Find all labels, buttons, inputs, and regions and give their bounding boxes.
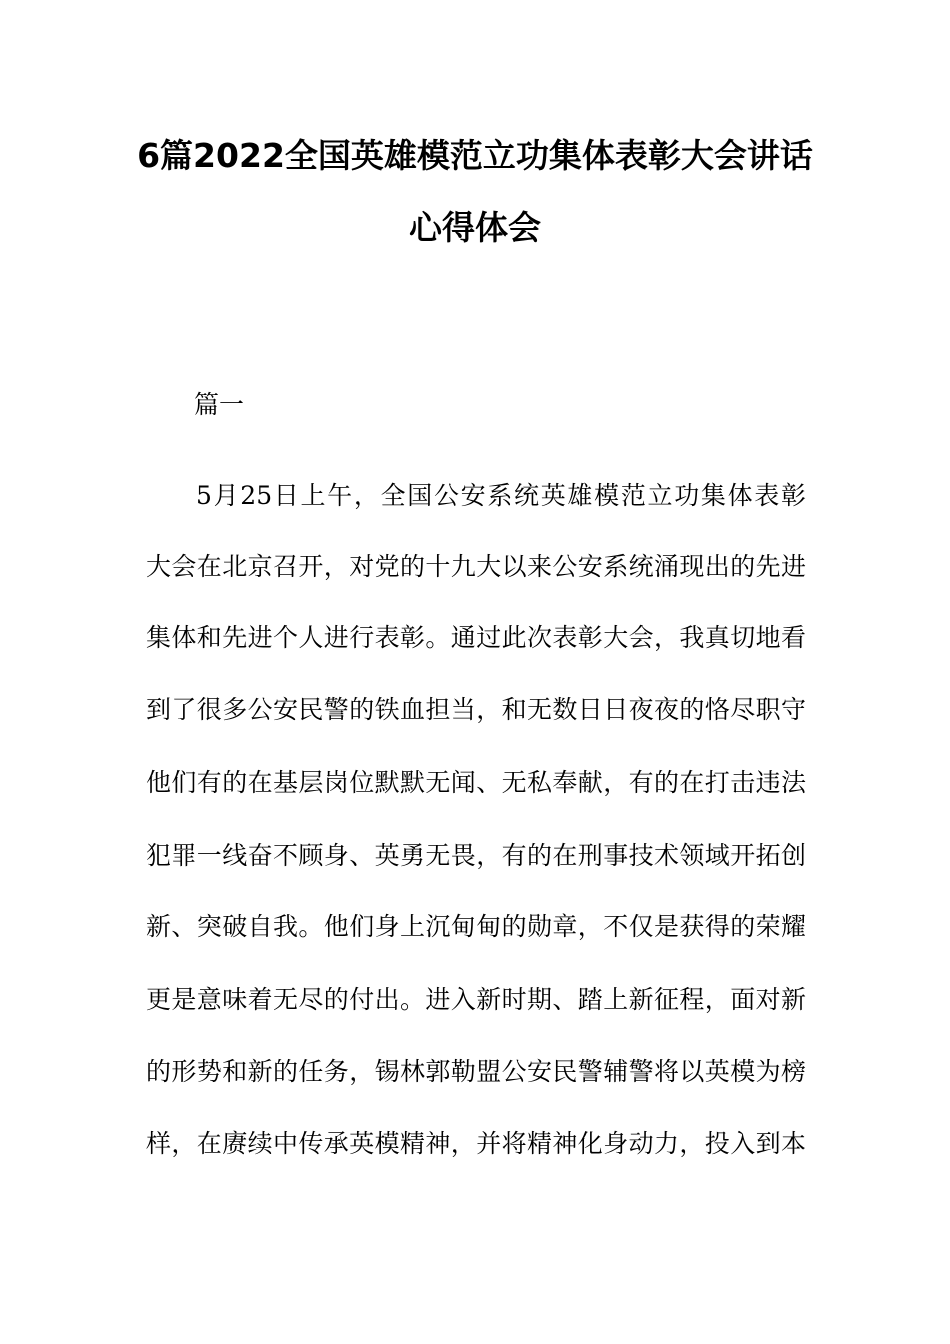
- paragraph-line: 大会在北京召开，对党的十九大以来公安系统涌现出的先进: [146, 552, 806, 581]
- paragraph-line: 他们有的在基层岗位默默无闻、无私奉献，有的在打击违法: [146, 768, 806, 797]
- document-title-line-2: 心得体会: [409, 208, 541, 247]
- paragraph-line: 到了很多公安民警的铁血担当，和无数日日夜夜的恪尽职守: [146, 695, 806, 724]
- paragraph-line: 犯罪一线奋不顾身、英勇无畏，有的在刑事技术领域开拓创: [146, 841, 806, 870]
- section-heading: 篇一: [194, 390, 245, 419]
- document-title-line-1: 6篇2022全国英雄模范立功集体表彰大会讲话: [137, 136, 813, 175]
- paragraph-line: 的形势和新的任务，锡林郭勒盟公安民警辅警将以英模为榜: [146, 1057, 806, 1086]
- paragraph-line: 集体和先进个人进行表彰。通过此次表彰大会，我真切地看: [146, 623, 806, 652]
- paragraph-line: 更是意味着无尽的付出。进入新时期、踏上新征程，面对新: [146, 985, 806, 1014]
- paragraph-line: 新、突破自我。他们身上沉甸甸的勋章，不仅是获得的荣耀: [146, 912, 806, 941]
- paragraph-line: 5月25日上午，全国公安系统英雄模范立功集体表彰: [196, 481, 806, 510]
- paragraph-line: 样，在赓续中传承英模精神，并将精神化身动力，投入到本: [146, 1129, 806, 1158]
